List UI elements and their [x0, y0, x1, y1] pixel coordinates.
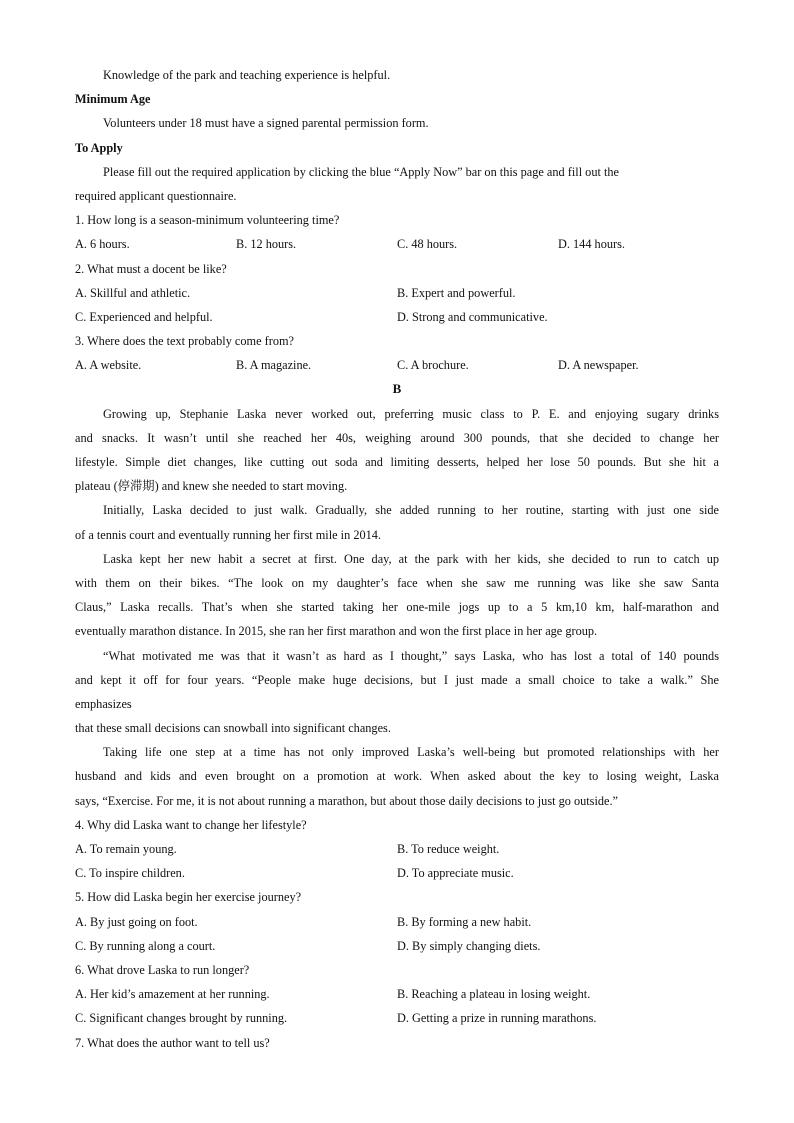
paragraph-line: lifestyle. Simple diet changes, like cutting out soda and limiting desserts, helped her lose 50 pounds. But she hit a — [75, 455, 719, 469]
answer-options — [75, 305, 719, 329]
paragraph-line: husband and kids and even brought on a promotion at work. When asked about the key to losing weight, Laska — [75, 769, 719, 784]
apply-text-line: Please fill out the required application by clicking the blue “Apply Now” bar on this page and fill out the — [103, 164, 619, 179]
answer-option: D. By simply changing diets. — [397, 938, 541, 953]
answer-options — [75, 982, 719, 1006]
answer-options — [75, 934, 719, 958]
minimum-age-text: Volunteers under 18 must have a signed parental permission form. — [103, 116, 429, 131]
answer-option: D. Getting a prize in running marathons. — [397, 1011, 597, 1026]
answer-option: C. To inspire children. — [75, 866, 185, 881]
paragraph-line: Laska kept her new habit a secret at first. One day, at the park with her kids, she decided to run to catch up — [103, 551, 719, 566]
paragraph-line: says, “Exercise. For me, it is not about running a marathon, but about those daily decisions to just go outside.” — [75, 793, 619, 808]
answer-options — [75, 353, 719, 377]
paragraph-line: eventually marathon distance. In 2015, she ran her first marathon and won the first place in her age group. — [75, 624, 598, 639]
paragraph-line: Taking life one step at a time has not only improved Laska’s well-being but promoted relationships with her — [103, 745, 719, 760]
answer-option: C. 48 hours. — [397, 237, 458, 252]
paragraph-line: and snacks. It wasn’t until she reached her 40s, weighing around 300 pounds, that she decided to change her — [75, 430, 719, 445]
paragraph-line: Growing up, Stephanie Laska never worked out, preferring music class to P. E. and enjoying sugary drinks — [103, 406, 719, 421]
answer-option: C. Significant changes brought by running. — [75, 1011, 288, 1026]
answer-option: D. To appreciate music. — [397, 866, 514, 881]
question-stem: 1. How long is a season-minimum volunteering time? — [75, 213, 340, 228]
answer-options — [75, 1006, 719, 1030]
answer-options — [75, 910, 719, 934]
answer-option: A. By just going on foot. — [75, 914, 198, 929]
answer-option: D. 144 hours. — [558, 237, 625, 252]
question-stem: 7. What does the author want to tell us? — [75, 1035, 270, 1050]
paragraph-line: “What motivated me was that it wasn’t as hard as I thought,” says Laska, who has lost a total of 140 pounds — [103, 648, 719, 663]
answer-option: C. A brochure. — [397, 358, 469, 373]
answer-option: A. Skillful and athletic. — [75, 285, 191, 300]
document-page — [75, 63, 719, 1055]
answer-option: A. Her kid’s amazement at her running. — [75, 987, 270, 1002]
answer-option: A. To remain young. — [75, 842, 177, 856]
answer-option: B. To reduce weight. — [397, 842, 500, 856]
answer-option: B. By forming a new habit. — [397, 914, 532, 929]
question-stem: 5. How did Laska begin her exercise journey? — [75, 890, 302, 905]
section-title: B — [392, 381, 402, 397]
to-apply-heading: To Apply — [75, 140, 123, 155]
apply-text-line: required applicant questionnaire. — [75, 188, 237, 203]
answer-option: B. 12 hours. — [236, 237, 297, 252]
answer-options — [75, 837, 719, 861]
question-stem: 6. What drove Laska to run longer? — [75, 962, 250, 977]
question-stem: 3. Where does the text probably come from? — [75, 334, 294, 349]
paragraph-line: plateau (停滞期) and knew she needed to start moving. — [75, 479, 348, 494]
answer-option: B. Expert and powerful. — [397, 285, 516, 300]
question-stem: 2. What must a docent be like? — [75, 261, 227, 276]
answer-option: A. A website. — [75, 358, 142, 373]
paragraph-line: Initially, Laska decided to just walk. Gradually, she added running to her routine, starting with just one side — [103, 503, 719, 518]
paragraph-line: Claus,” Laska recalls. That’s when she started taking her one-mile jogs up to a 5 km,10 km, half-marathon and — [75, 600, 719, 615]
paragraph-line: with them on their bikes. “The look on my daughter’s face when she saw me running was like she saw Santa — [75, 575, 719, 590]
answer-option: D. A newspaper. — [558, 358, 639, 373]
paragraph-line: and kept it off for four years. “People make huge decisions, but I just made a small choice to take a walk.” She — [75, 672, 719, 687]
paragraph-line: that these small decisions can snowball into significant changes. — [75, 721, 391, 736]
answer-options — [75, 281, 719, 305]
question-stem: 4. Why did Laska want to change her lifestyle? — [75, 817, 307, 832]
answer-option: C. By running along a court. — [75, 938, 216, 953]
paragraph-line: of a tennis court and eventually running her first mile in 2014. — [75, 527, 381, 542]
answer-option: C. Experienced and helpful. — [75, 309, 213, 324]
minimum-age-heading: Minimum Age — [75, 92, 151, 107]
answer-option: D. Strong and communicative. — [397, 309, 548, 324]
paragraph-line: emphasizes — [75, 696, 132, 711]
answer-options — [75, 232, 719, 256]
answer-option: B. Reaching a plateau in losing weight. — [397, 987, 591, 1002]
answer-option: B. A magazine. — [236, 358, 312, 373]
answer-options — [75, 861, 719, 885]
answer-option: A. 6 hours. — [75, 237, 130, 252]
qualification-text: Knowledge of the park and teaching experience is helpful. — [103, 68, 391, 82]
